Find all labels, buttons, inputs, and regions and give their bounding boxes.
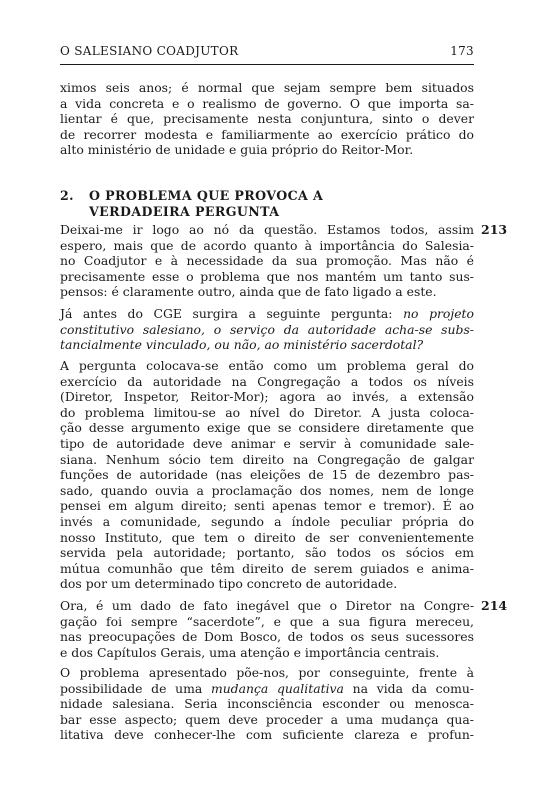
running-title: O SALESIANO COADJUTOR — [60, 44, 239, 58]
text-line: nosso Instituto, que tem o direito de ser convenientemente — [60, 529, 474, 545]
text-line: dos por um determinado tipo concreto de autoridade. — [60, 576, 398, 592]
text-italic: mudança qualitativa — [210, 680, 344, 696]
text-line: e dos Capítulos Gerais, uma atenção e importância centrais. — [60, 644, 440, 660]
text-line: nas preocupações de Dom Bosco, de todos os seus sucessores — [60, 629, 474, 645]
text-line: servida pela autoridade; portanto, são todos os sócios em — [60, 545, 474, 561]
text-line: litativa deve conhecer-lhe com suficiente clareza e profun- — [60, 727, 474, 743]
text-line: no Coadjutor e à necessidade da sua promoção. Mas não é — [60, 253, 474, 269]
text-line: A pergunta colocava-se então como um problema geral do — [60, 358, 474, 373]
text-line: a vida concreta e o realismo de governo. O que importa sa- — [60, 95, 474, 111]
section-title-line1: O PROBLEMA QUE PROVOCA A — [89, 188, 324, 203]
text-plain: na vida da comu- — [343, 680, 474, 696]
section-title-line2: VERDADEIRA PERGUNTA — [89, 204, 280, 219]
text-line: lientar é que, precisamente nesta conjuntura, sinto o dever — [60, 111, 474, 127]
text-line: bar esse aspecto; quem deve proceder a uma mudança qua- — [60, 711, 474, 727]
text-line: ximos seis anos; é normal que sejam sempre bem situados — [60, 80, 474, 95]
text-line: gação foi sempre “sacerdote”, e que a sua figura mereceu, — [60, 613, 474, 629]
paragraph-question — [60, 306, 474, 353]
text-line: mútua comunhão que têm direito de serem guiados e anima- — [60, 560, 474, 576]
section-number: 2. — [60, 188, 74, 203]
header-divider — [60, 64, 474, 65]
text-italic: no projeto — [403, 306, 474, 321]
text-plain: possibilidade de uma — [60, 680, 211, 696]
text-plain: Já antes do CGE surgira a seguinte pergunta: — [60, 306, 404, 321]
margin-paragraph-number: 214 — [481, 598, 508, 613]
text-line: espero, mais que de acordo quanto à importância do Salesia- — [60, 237, 474, 253]
text-italic: tancialmente vinculado, ou não, ao ministério sacerdotal? — [60, 337, 424, 353]
running-header — [60, 44, 474, 58]
text-line: alto ministério de unidade e guia próprio do Reitor-Mor. — [60, 142, 414, 158]
text-line: invés a comunidade, segundo a índole peculiar própria do — [60, 513, 474, 529]
paragraph-continuation — [60, 80, 474, 158]
section-heading — [60, 188, 474, 220]
text-line: Deixai-me ir logo ao nó da questão. Estamos todos, assim — [60, 222, 474, 237]
text-line: siana. Nenhum sócio tem direito na Congregação de galgar — [60, 451, 474, 467]
text-line: Ora, é um dado de fato inegável que o Diretor na Congre- — [60, 598, 474, 613]
text-line: tipo de autoridade deve animar e servir à comunidade sale- — [60, 435, 474, 451]
text-line: pensei em algum direito; senti apenas temor e tremor). É ao — [60, 498, 474, 514]
paragraph-authority — [60, 358, 474, 592]
margin-paragraph-number: 213 — [481, 222, 508, 237]
paragraph-213 — [60, 222, 474, 300]
paragraph-change — [60, 665, 474, 743]
text-line: ção desse argumento exige que se considere diretamente que — [60, 420, 474, 436]
text-line — [60, 322, 474, 338]
text-line: pensos: é claramente outro, ainda que de fato ligado a este. — [60, 284, 437, 300]
text-line: (Diretor, Inspetor, Reitor-Mor); agora ao invés, a extensão — [60, 389, 474, 405]
text-italic: constitutivo salesiano, o serviço da autoridade acha-se subs- — [60, 321, 474, 337]
text-line — [60, 681, 474, 697]
text-line: precisamente esse o problema que nos mantém um tanto sus- — [60, 268, 474, 284]
text-line: O problema apresentado põe-nos, por conseguinte, frente à — [60, 665, 474, 680]
text-line: do problema limitou-se ao nível do Diretor. A justa coloca- — [60, 404, 474, 420]
text-line — [60, 337, 474, 353]
text-line: funções de autoridade (nas eleições de 15 de dezembro pas- — [60, 467, 474, 483]
text-line — [60, 306, 474, 322]
text-line: exercício da autoridade na Congregação a todos os níveis — [60, 373, 474, 389]
page-number: 173 — [450, 44, 474, 58]
text-line: de recorrer modesta e familiarmente ao exercício prático do — [60, 126, 474, 142]
text-line: nidade salesiana. Seria inconsciência esconder ou menosca- — [60, 696, 474, 712]
text-line: sado, quando ouvia a proclamação dos nomes, nem de longe — [60, 482, 474, 498]
paragraph-214 — [60, 598, 474, 660]
